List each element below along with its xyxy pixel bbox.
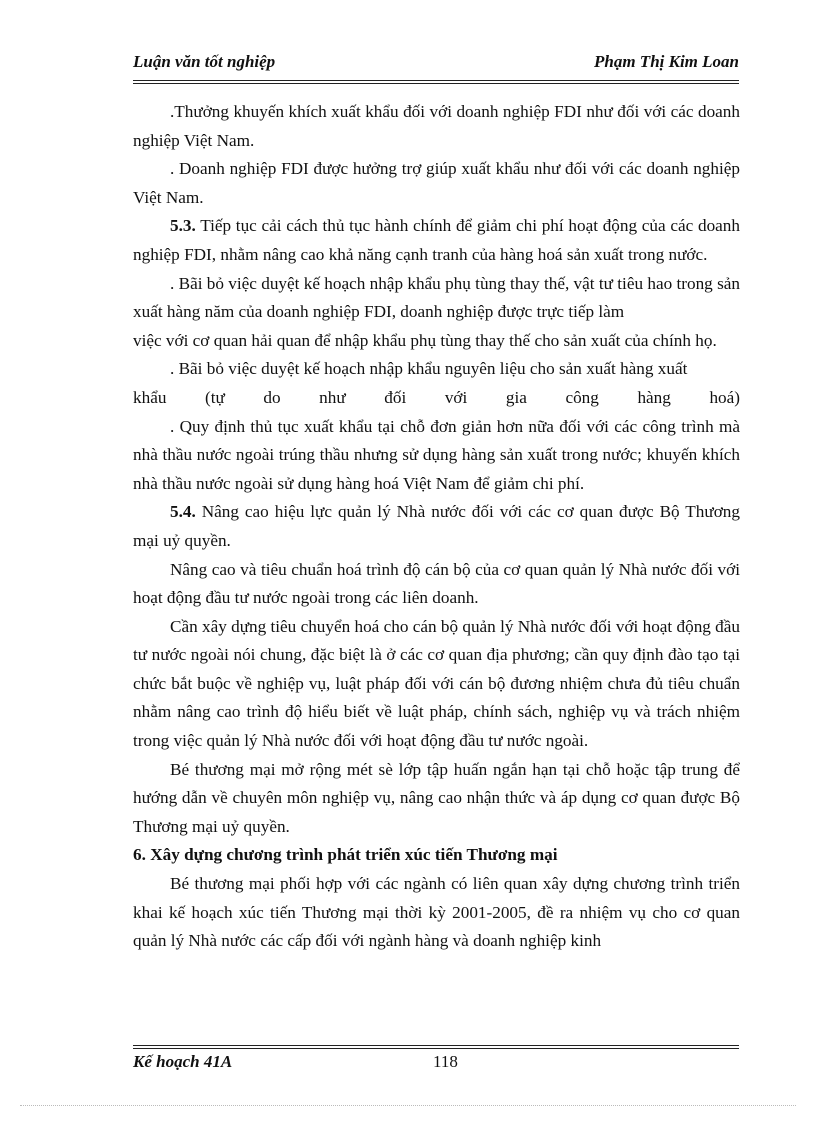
paragraph: . Quy định thủ tục xuất khẩu tại chỗ đơn giản hơn nữa đối với các công trình mà nhà thầu nước ngoài trúng thầu nhưng sử dụng hàng sản xuất trong nước; khuyến khích nhà thầu nước ngoài sử dụng hàng hoá Việt Nam để giảm chi phí.: [133, 416, 740, 493]
header-author: Phạm Thị Kim Loan: [594, 52, 739, 71]
section-5-4: [133, 498, 740, 555]
footer-rule-inner: [133, 1048, 739, 1049]
paragraph: .Thưởng khuyến khích xuất khẩu đối với doanh nghiệp FDI như đối với các doanh nghiệp Việt Nam.: [133, 102, 740, 150]
paragraph: khẩu (tự do như đối với gia công hàng hoá): [133, 387, 740, 407]
page-body: [133, 98, 740, 956]
paragraph: . Bãi bỏ việc duyệt kế hoạch nhập khẩu nguyên liệu cho sản xuất hàng xuất: [170, 359, 688, 379]
section-number: 5.4.: [170, 502, 196, 522]
section-text: Tiếp tục cải cách thủ tục hành chính để giảm chi phí hoạt động của các doanh nghiệp FDI, nhằm nâng cao khả năng cạnh tranh của hàng hoá sản xuất trong nước.: [133, 216, 740, 264]
paragraph: . Doanh nghiệp FDI được hưởng trợ giúp xuất khẩu như đối với các doanh nghiệp Việt Nam.: [133, 159, 740, 207]
header-thesis-label: Luận văn tốt nghiệp: [133, 52, 276, 71]
page-edge-dotted-line: [20, 1105, 796, 1106]
page-header: [133, 52, 739, 78]
paragraph: việc với cơ quan hải quan để nhập khẩu phụ tùng thay thế cho sản xuất của chính họ.: [133, 330, 717, 350]
section-text: Nâng cao hiệu lực quản lý Nhà nước đối với các cơ quan được Bộ Thương mại uỷ quyền.: [133, 502, 740, 550]
header-rule: [133, 80, 739, 81]
page-number: 118: [433, 1052, 458, 1071]
paragraph: . Bãi bỏ việc duyệt kế hoạch nhập khẩu phụ tùng thay thế, vật tư tiêu hao trong sản xuất hàng năm của doanh nghiệp FDI, doanh nghiệp được trực tiếp làm: [133, 273, 740, 322]
paragraph: Bé thương mại mở rộng mét sè lớp tập huấn ngắn hạn tại chỗ hoặc tập trung để hướng dẫn về chuyên môn nghiệp vụ, nâng cao nhận thức và áp dụng cơ quan được Bộ Thương mại uỷ quyền.: [133, 759, 740, 836]
header-rule-inner: [133, 83, 739, 84]
paragraph: Bé thương mại phối hợp với các ngành có liên quan xây dựng chương trình triển khai kế hoạch xúc tiến Thương mại thời kỳ 2001-2005, đề ra nhiệm vụ cho cơ quan quản lý Nhà nước các cấp đối với ngành hàng và doanh nghiệp kinh: [133, 874, 740, 951]
section-5-3: [133, 212, 740, 269]
paragraph: Nâng cao và tiêu chuẩn hoá trình độ cán bộ của cơ quan quản lý Nhà nước đối với hoạt động đầu tư nước ngoài trong các liên doanh.: [133, 559, 740, 608]
section-number: 5.3.: [170, 216, 196, 236]
paragraph: Cần xây dựng tiêu chuyển hoá cho cán bộ quản lý Nhà nước đối với hoạt động đầu tư nước ngoài nói chung, đặc biệt là ở các cơ quan địa phương; cần quy định đào tạo tại chức bắt buộc về nghiệp vụ, luật pháp đối với cán bộ đương nhiệm chưa đủ tiêu chuẩn nhằm nâng cao trình độ hiểu biết về luật pháp, chính sách, nghiệp vụ và trách nhiệm trong việc quản lý Nhà nước đối với hoạt động đầu tư nước ngoài.: [133, 616, 740, 751]
footer-rule: [133, 1045, 739, 1046]
footer-class-label: Kế hoạch 41A: [133, 1052, 233, 1071]
section-heading-6: 6. Xây dựng chương trình phát triển xúc tiến Thương mại: [133, 845, 558, 865]
